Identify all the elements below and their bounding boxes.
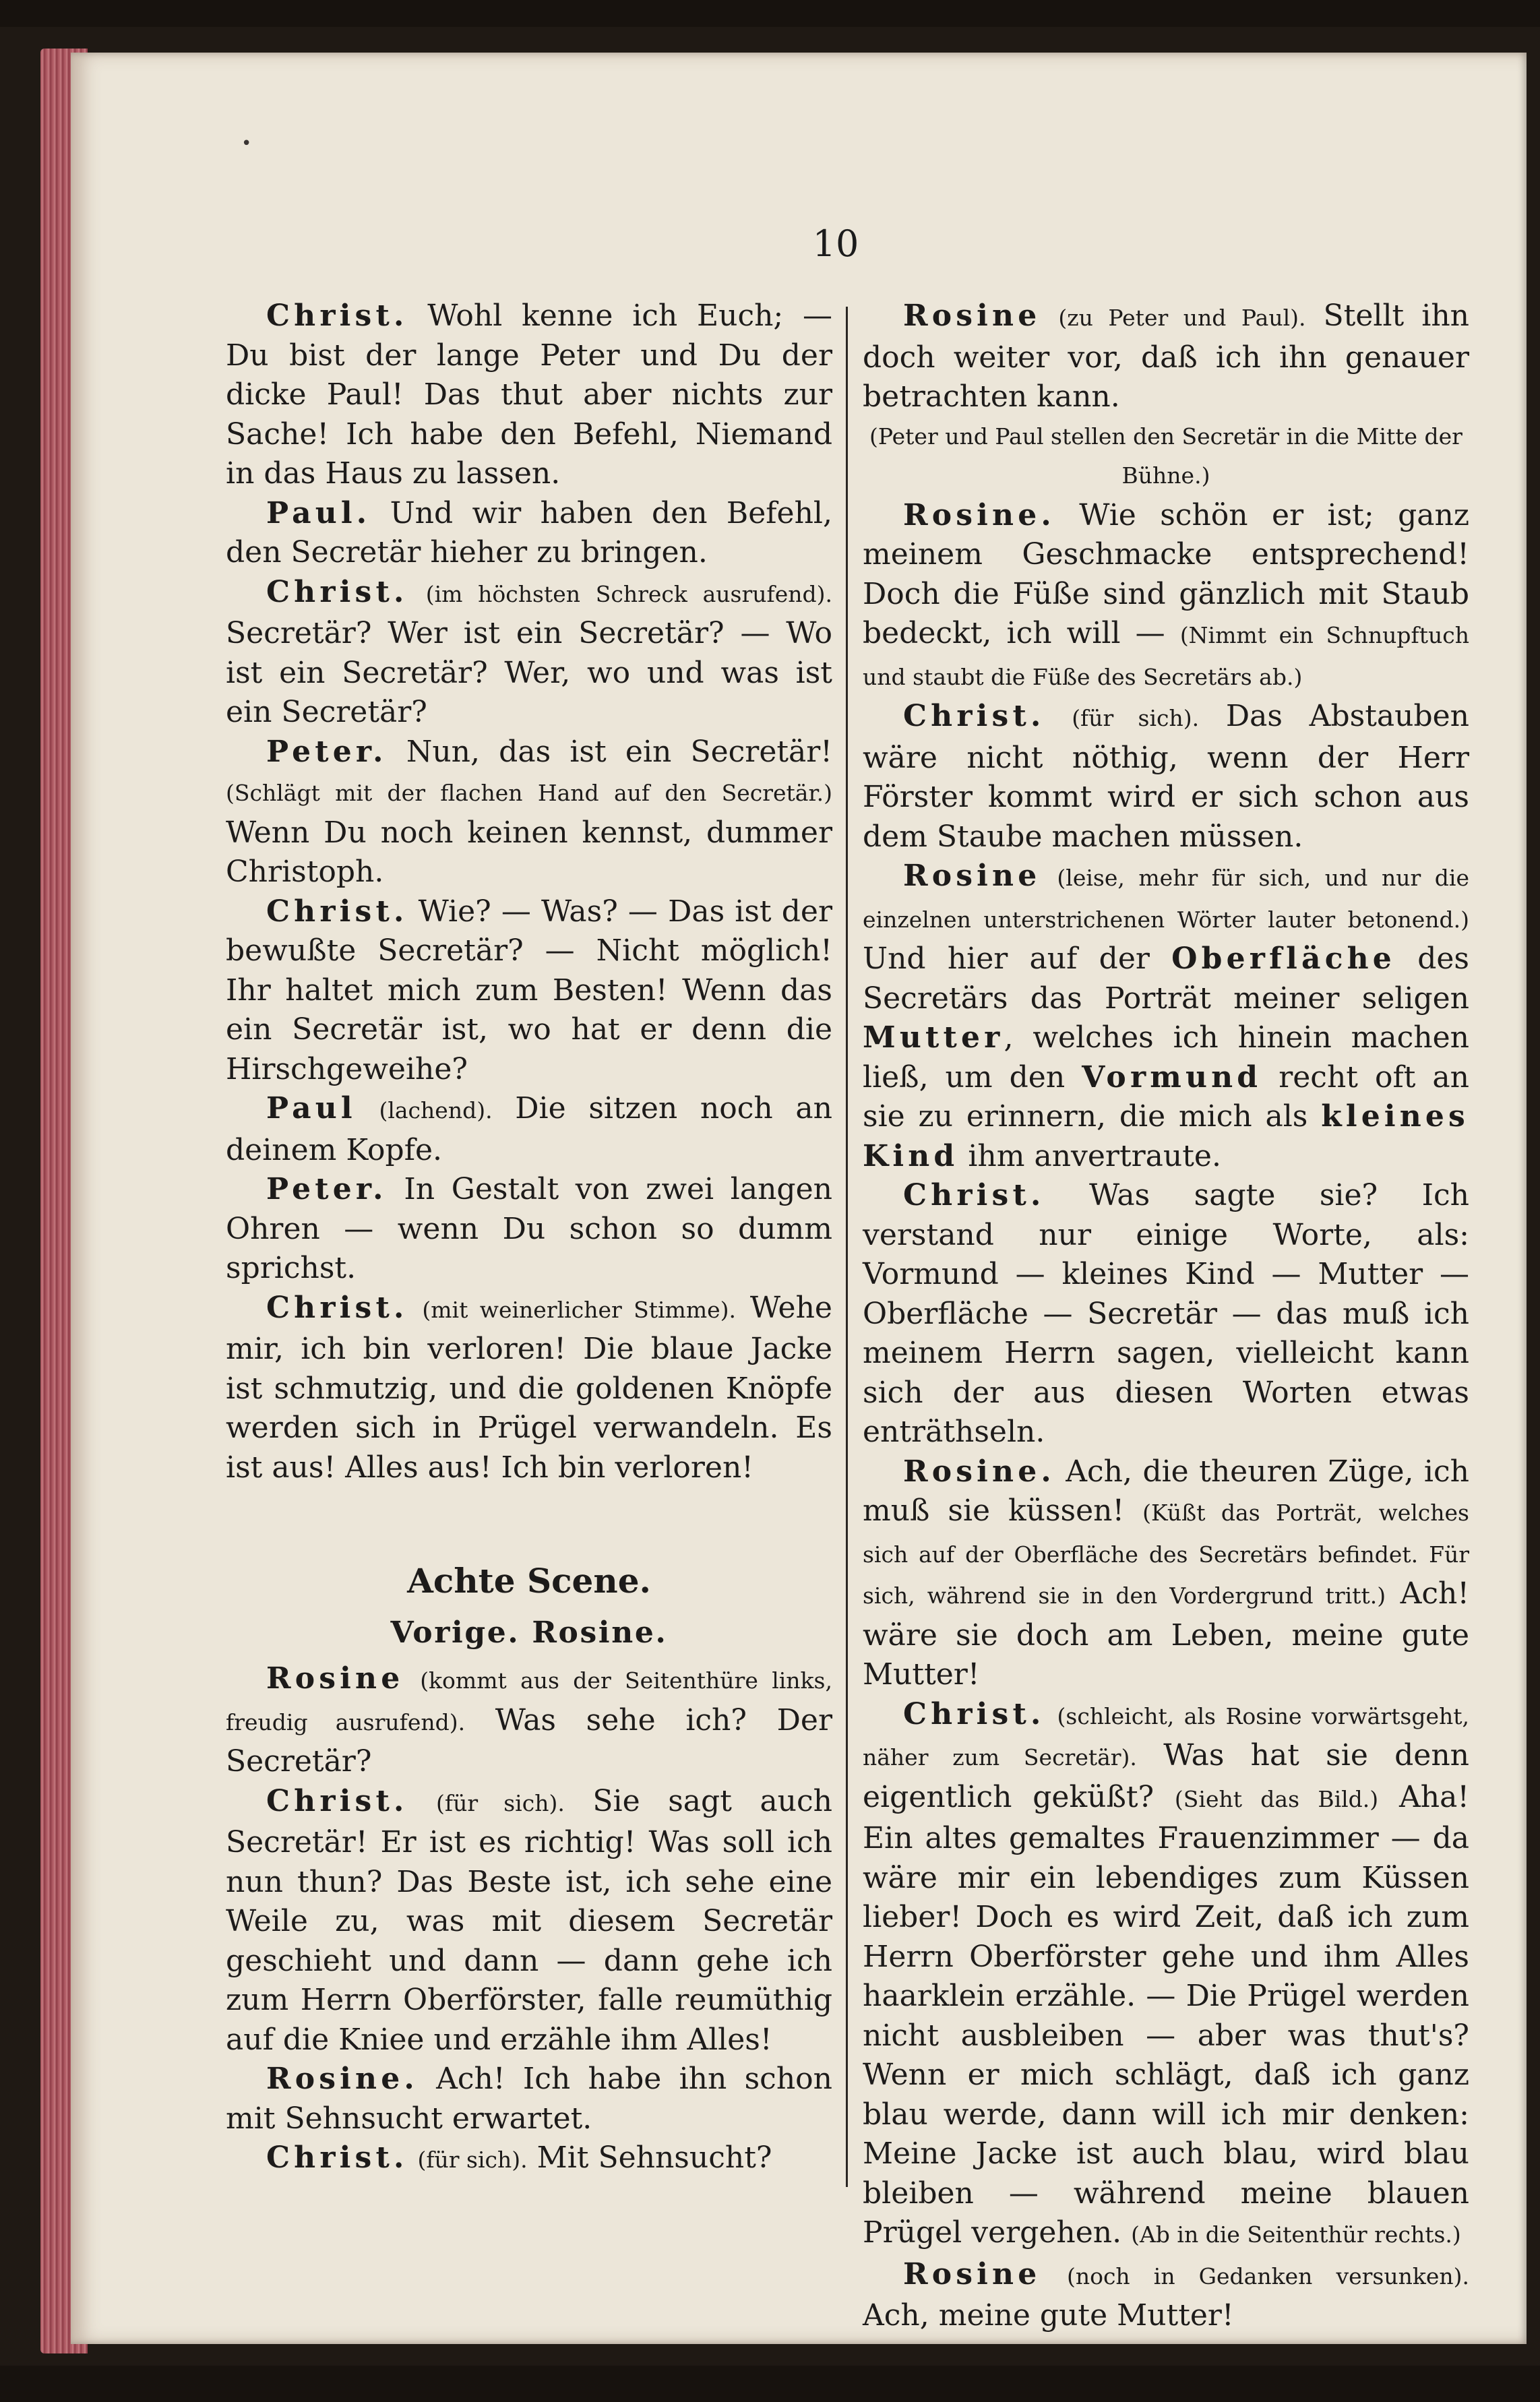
stage-direction: (für sich).	[436, 1789, 565, 1816]
speaker: Christ.	[266, 1783, 408, 1818]
stage-direction: (für sich).	[1072, 705, 1200, 731]
stage-direction: (für sich).	[417, 2147, 528, 2173]
speaker: Peter.	[266, 1172, 388, 1206]
dialogue-text: Secretär? Wer ist ein Secretär? — Wo ist ein Secretär? Wer, wo und was ist ein Secretär?	[226, 616, 832, 729]
dialogue-line	[226, 1170, 832, 1289]
speaker: Rosine.	[266, 2062, 419, 2096]
dialogue-line	[226, 1089, 832, 1170]
emphasized-word: Mutter	[863, 1020, 1004, 1055]
stage-direction: (lachend).	[379, 1097, 493, 1123]
dialogue-text: Was sehe ich? Der Secretär?	[226, 1702, 832, 1779]
stage-direction: (schleicht, als Rosine vorwärtsgeht, näher zum Secretär).	[863, 1702, 1469, 1770]
dialogue-line	[226, 297, 832, 494]
dialogue-text: Nun, das ist ein Secretär!	[406, 734, 832, 769]
speaker: Rosine	[266, 1661, 404, 1696]
dialogue-text: Aha! Ein altes gemaltes Frauenzimmer — da wäre mir ein lebendiges zum Küssen lieber! Doch es wird Zeit, daß ich zum Herrn Oberförster gehe und ihm Alles haarklein erzähle. — Die Prügel werden nicht ausbleiben — aber was thut's? Wenn er mich schlägt, daß ich ganz blau werde, dann will ich mir denken: Meine Jacke ist auch blau, wird blau bleiben — während meine blauen Prügel vergehen.	[863, 1779, 1469, 2250]
dialogue-text: Wohl kenne ich Euch; — Du bist der lange Peter und Du der dicke Paul! Das thut aber nichts zur Sache! Ich habe den Befehl, Niemand in das Haus zu lassen.	[226, 299, 832, 491]
stage-direction: (Küßt das Porträt, welches sich auf der Oberfläche des Secretärs befindet. Für sich, während sie in den Vordergrund tritt.)	[863, 1500, 1469, 1609]
speaker: Christ.	[903, 1696, 1045, 1731]
speaker: Rosine	[903, 299, 1041, 333]
speaker: Peter.	[266, 734, 388, 769]
dialogue-line	[226, 892, 832, 1090]
right-column	[863, 297, 1469, 2336]
speaker: Paul.	[266, 495, 371, 530]
dialogue-text: Sie sagt auch Secretär! Er ist es richtig! Was soll ich nun thun? Das Beste ist, ich sehe eine Weile zu, was mit diesem Secretär geschieht und dann — dann gehe ich zum Herrn Oberförster, falle reumüthig auf die Kniee und erzähle ihm Alles!	[226, 1783, 832, 2057]
speaker: Rosine.	[903, 1454, 1055, 1489]
scene-cast: Vorige. Rosine.	[390, 1615, 668, 1650]
page-number: 10	[812, 222, 859, 265]
dialogue-text: ihm anvertraute.	[958, 1138, 1221, 1173]
dialogue-line	[863, 1695, 1469, 2255]
dialogue-text: Ach! wäre sie doch am Leben, meine gute Mutter!	[863, 1576, 1469, 1692]
dialogue-text: In Gestalt von zwei langen Ohren — wenn Du schon so dumm sprichst.	[226, 1172, 832, 1285]
dialogue-line	[226, 1782, 832, 2060]
dialogue-text: Mit Sehnsucht?	[536, 2141, 772, 2175]
dialogue-text: , welches ich hinein machen ließ, um den	[863, 1020, 1469, 1095]
speaker: Christ.	[903, 1178, 1045, 1212]
dialogue-line	[863, 297, 1469, 417]
dialogue-text: recht oft an sie zu erinnern, die mich als	[863, 1059, 1469, 1134]
dialogue-text: Was hat sie denn eigentlich geküßt?	[863, 1738, 1469, 1814]
dialogue-text: Wie schön er ist; ganz meinem Geschmacke entsprechend! Doch die Füße sind gänzlich mit Staub bedeckt, ich will —	[863, 497, 1469, 650]
stage-direction: (im höchsten Schreck ausrufend).	[425, 580, 832, 607]
dialogue-line	[863, 496, 1469, 698]
stage-direction: (kommt aus der Seitenthüre links, freudig ausrufend).	[226, 1667, 832, 1735]
dialogue-line	[226, 2060, 832, 2138]
left-column	[226, 297, 832, 2180]
dialogue-text: Ach, meine gute Mutter!	[863, 2298, 1234, 2333]
dialogue-text: Wenn Du noch keinen kennst, dummer Christoph.	[226, 815, 832, 889]
dialogue-text: Ach! Ich habe ihn schon mit Sehnsucht erwartet.	[226, 2062, 832, 2136]
dialogue-text: Das Abstauben wäre nicht nöthig, wenn der Herr Förster kommt wird er sich schon aus dem Staube machen müssen.	[863, 699, 1469, 854]
speaker: Rosine.	[903, 497, 1055, 532]
dialogue-line	[863, 2255, 1469, 2336]
stage-direction: (noch in Gedanken versunken).	[1066, 2262, 1469, 2289]
dialogue-text: des Secretärs das Porträt meiner seligen	[863, 942, 1469, 1016]
stage-direction: (Ab in die Seitenthür rechts.)	[1131, 2221, 1461, 2248]
dialogue-line	[226, 733, 832, 892]
stage-direction: (leise, mehr für sich, und nur die einzelnen unterstrichenen Wörter lauter betonend.)	[863, 865, 1469, 933]
speaker: Christ.	[266, 299, 408, 333]
dialogue-line	[863, 1452, 1469, 1695]
stage-direction: (Sieht das Bild.)	[1174, 1785, 1379, 1812]
column-divider	[846, 307, 848, 2187]
stage-direction: (mit weinerlicher Stimme).	[422, 1296, 737, 1323]
speaker: Christ.	[266, 1290, 408, 1325]
stage-direction: (Nimmt ein Schnupftuch und staubt die Füße des Secretärs ab.)	[863, 622, 1469, 690]
dialogue-text: Die sitzen noch an deinem Kopfe.	[226, 1091, 832, 1167]
emphasized-word: Vormund	[1082, 1059, 1262, 1095]
speaker: Christ.	[266, 574, 408, 609]
dialogue-text: Wehe mir, ich bin verloren! Die blaue Jacke ist schmutzig, und die goldenen Knöpfe werden sich in Prügel verwandeln. Es ist aus! Alles aus! Ich bin verloren!	[226, 1290, 832, 1485]
dialogue-text: Wie? — Was? — Das ist der bewußte Secretär? — Nicht möglich! Ihr haltet mich zum Besten! Wenn das ein Secretär ist, wo hat er denn die Hirschgeweihe?	[226, 894, 832, 1086]
emphasized-word: kleines Kind	[863, 1099, 1469, 1173]
dialogue-text: Was sagte sie? Ich verstand nur einige Worte, als: Vormund — kleines Kind — Mutter — Oberfläche — Secretär — das muß ich meinem Herrn sagen, vielleicht kann sich der aus diesen Worten etwas enträthseln.	[863, 1178, 1469, 1449]
speaker: Paul	[266, 1091, 357, 1126]
dialogue-line	[226, 2138, 832, 2180]
stage-direction: (zu Peter und Paul).	[1058, 305, 1306, 331]
speaker: Rosine	[903, 859, 1041, 893]
dialogue-text: Stellt ihn doch weiter vor, daß ich ihn genauer betrachten kann.	[863, 299, 1469, 414]
dialogue-line	[863, 857, 1469, 1176]
dialogue-line	[226, 494, 832, 573]
dialogue-text: Und hier auf der	[863, 942, 1172, 976]
dialogue-line	[863, 1176, 1469, 1452]
speaker: Christ.	[266, 894, 408, 929]
dialogue-line	[226, 573, 832, 733]
dialogue-text: Ach, die theuren Züge, ich muß sie küssen!	[863, 1454, 1469, 1528]
scene-title: Achte Scene.	[407, 1561, 651, 1601]
dialogue-line	[226, 1659, 832, 1782]
emphasized-word: Oberfläche	[1171, 942, 1396, 976]
dialogue-line	[863, 697, 1469, 857]
dialogue-line	[226, 1289, 832, 1488]
stage-direction: (Peter und Paul stellen den Secretär in die Mitte der Bühne.)	[869, 423, 1462, 489]
stage-direction: (Schlägt mit der flachen Hand auf den Secretär.)	[226, 780, 832, 806]
speaker: Rosine	[903, 2256, 1041, 2291]
speaker: Christ.	[903, 699, 1045, 733]
dialogue-text: Und wir haben den Befehl, den Secretär hieher zu bringen.	[226, 495, 832, 569]
speaker: Christ.	[266, 2141, 408, 2175]
ink-speck: •	[241, 133, 252, 154]
